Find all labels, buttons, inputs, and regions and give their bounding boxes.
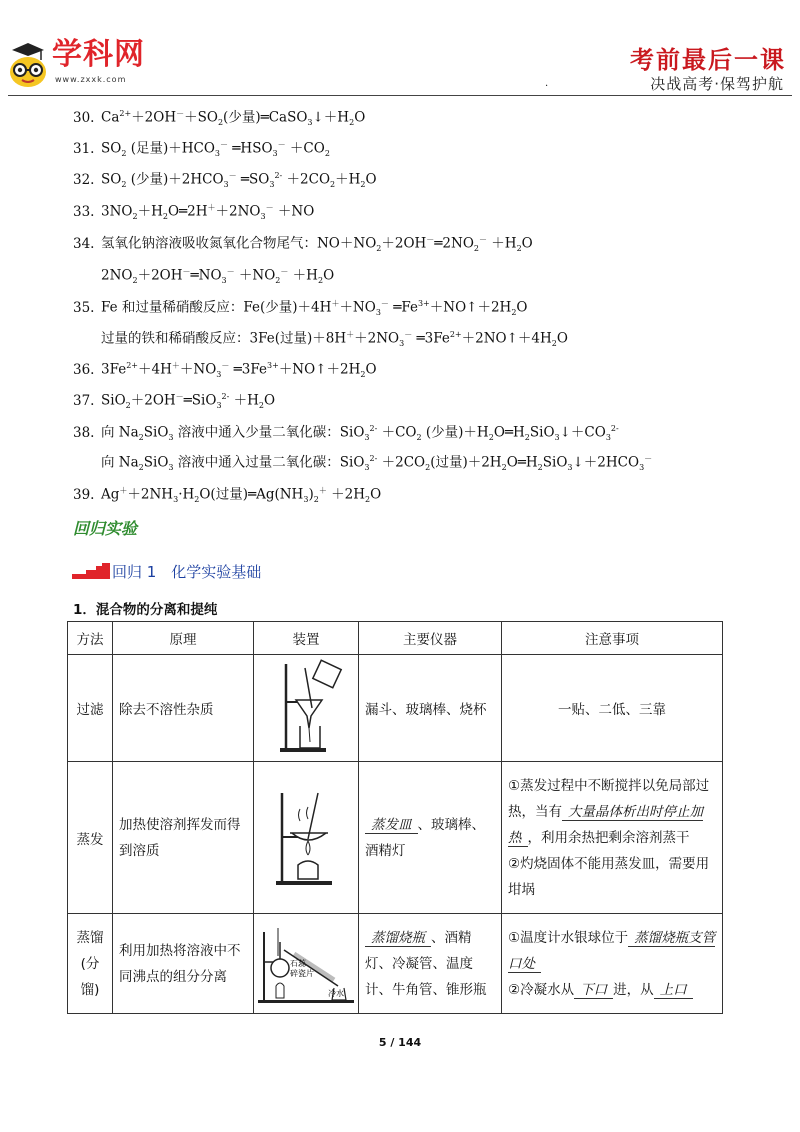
equation-line: 34. 氢氧化钠溶液吸收氮氧化合物尾气：$NO+NO_2+2OH^-═2NO_2^- +H_2O$ (73, 235, 533, 254)
apparatus-cell (254, 914, 359, 1014)
answer-blank: 下口 (574, 982, 613, 999)
subsection-label: 回归 1 化学实验基础 (112, 563, 262, 581)
apparatus-cell (254, 762, 359, 914)
equation-line: 过量的铁和稀硝酸反应：3Fe(过量)$+8H^++2NO_3^-$ $═3Fe^{2+}+2NO↑+4H_2O$ (101, 330, 568, 349)
header-dot: . (545, 78, 549, 89)
method-cell: 蒸发 (68, 762, 113, 914)
instruments-cell (359, 762, 502, 914)
equation-number: 33. (73, 203, 95, 220)
instruments-cell (359, 914, 502, 1014)
notes-cell: 一贴、二低、三靠 (502, 655, 723, 762)
note-text: ②冷凝水从 (508, 981, 575, 998)
method-cell: 蒸馏(分馏) (68, 914, 113, 1014)
equation-line: $2NO_2+2OH^-═NO_3^- +NO_2^- +H_2O$ (101, 267, 335, 286)
answer-blank: 蒸馏烧瓶 (365, 930, 431, 947)
page-number: 5 / 144 (378, 1036, 422, 1049)
notes-cell (502, 762, 723, 914)
logo-text: 学科网 (52, 37, 145, 72)
equation-line: 37. SiO$_2$＋2OH－═SiO$_3^{2-}$ $+H_2O$ (73, 392, 276, 411)
header-notes: 注意事项 (502, 622, 723, 655)
equation-line: 36. $3Fe^{2+}+4H^++NO_3^-$ $═3Fe^{3+}+NO↑+2H_2O$ (73, 361, 377, 380)
equation-line: 33. $3NO_2+H_2O═2H^++2NO_3^- +NO$ (73, 203, 315, 222)
table-row (68, 655, 723, 762)
note-text: ②灼烧固体不能用蒸发皿，需要用坩埚 (508, 855, 710, 898)
filtration-apparatus-icon (256, 656, 356, 756)
header-principle: 原理 (113, 622, 254, 655)
header-apparatus: 装置 (254, 622, 359, 655)
distillation-apparatus-icon (254, 916, 358, 1008)
table-row (68, 762, 723, 914)
evaporation-apparatus-icon (256, 781, 356, 891)
answer-blank: 蒸馏烧瓶支管口处 (508, 929, 716, 972)
brand-slogan: 决战高考·保驾护航 (650, 75, 784, 93)
logo-url: www.zxxk.com (55, 75, 127, 84)
stairs-icon (72, 563, 110, 579)
instruments-text: 、玻璃棒、酒精灯 (365, 816, 485, 859)
equation-line: 39. $Ag^++2NH_3\cdot H_2O$(过量)$═Ag(NH_3)_2^+ +2H_2O$ (73, 486, 382, 505)
equation-number: 30. (73, 109, 95, 126)
mascot-logo-icon (8, 40, 48, 88)
principle-cell: 加热使溶剂挥发而得到溶质 (113, 762, 254, 914)
header-method: 方法 (68, 622, 113, 655)
apparatus-cell (254, 655, 359, 762)
note-text: ，利用余热把剩余溶剂蒸干 (527, 829, 690, 846)
note-text: ①蒸发过程中不断搅拌以免局部过热，当有 (508, 777, 710, 820)
label-chip: 碎瓷片 (290, 968, 314, 978)
label-stone: 石蕊 (290, 958, 306, 968)
equation-number: 34. (73, 235, 95, 252)
method-cell: 过滤 (68, 655, 113, 762)
question-heading: 1．混合物的分离和提纯 (73, 602, 218, 618)
separation-table (67, 621, 723, 1014)
equation-number: 31. (73, 140, 95, 157)
note-text: 进，从 (613, 981, 654, 998)
instruments-cell: 漏斗、玻璃棒、烧杯 (359, 655, 502, 762)
equation-line: 31. $SO_2$ (足量)$+HCO_3^-$ $═HSO_3^- +CO_2$ (73, 140, 330, 159)
equation-number: 39. (73, 486, 95, 503)
label-water: 冷水 (328, 988, 344, 998)
equation-line: 38. 向 $Na_2SiO_3$ 溶液中通入少量二氧化碳：$SiO_3^{2-} +CO_2$ (少量)$+H_2O═H_2SiO_3↓+CO_3^{2-}$ (73, 424, 619, 443)
table-row (68, 914, 723, 1014)
equation-number: 32. (73, 171, 95, 188)
equation-number: 35. (73, 299, 95, 316)
notes-cell (502, 914, 723, 1014)
header-divider (8, 95, 792, 96)
principle-cell: 利用加热将溶液中不同沸点的组分分离 (113, 914, 254, 1014)
equation-line: 向 $Na_2SiO_3$ 溶液中通入过量二氧化碳：$SiO_3^{2-} +2CO_2$(过量)$+2H_2O═H_2SiO_3↓+2HCO_3^-$ (101, 454, 653, 473)
answer-blank: 大量晶体析出时停止加热 (508, 803, 703, 846)
table-header-row (68, 622, 723, 655)
header-instruments: 主要仪器 (359, 622, 502, 655)
brand-title: 考前最后一课 (630, 46, 786, 74)
equation-line: 30. $Ca^{2+}+2OH^-+SO_2$(少量)$═CaSO_3↓+H_2O$ (73, 109, 366, 128)
answer-blank: 蒸发皿 (365, 817, 418, 834)
principle-cell: 除去不溶性杂质 (113, 655, 254, 762)
section-title: 回归实验 (73, 519, 138, 538)
answer-blank: 上口 (654, 982, 693, 999)
note-text: ①温度计水银球位于 (508, 929, 629, 946)
instruments-text: 、酒精灯、冷凝管、温度计、牛角管、锥形瓶 (365, 929, 487, 998)
equation-number: 37. (73, 392, 95, 409)
equation-number: 36. (73, 361, 95, 378)
equation-line: 32. $SO_2$ (少量)$+2HCO_3^-$ $═SO_3^{2-} +2CO_2+H_2O$ (73, 171, 377, 190)
page-header (0, 0, 800, 100)
equation-number: 38. (73, 424, 95, 441)
equation-line: 35. Fe 和过量稀硝酸反应：Fe(少量)$+4H^++NO_3^-$ $═Fe^{3+}+NO↑+2H_2O$ (73, 299, 528, 318)
